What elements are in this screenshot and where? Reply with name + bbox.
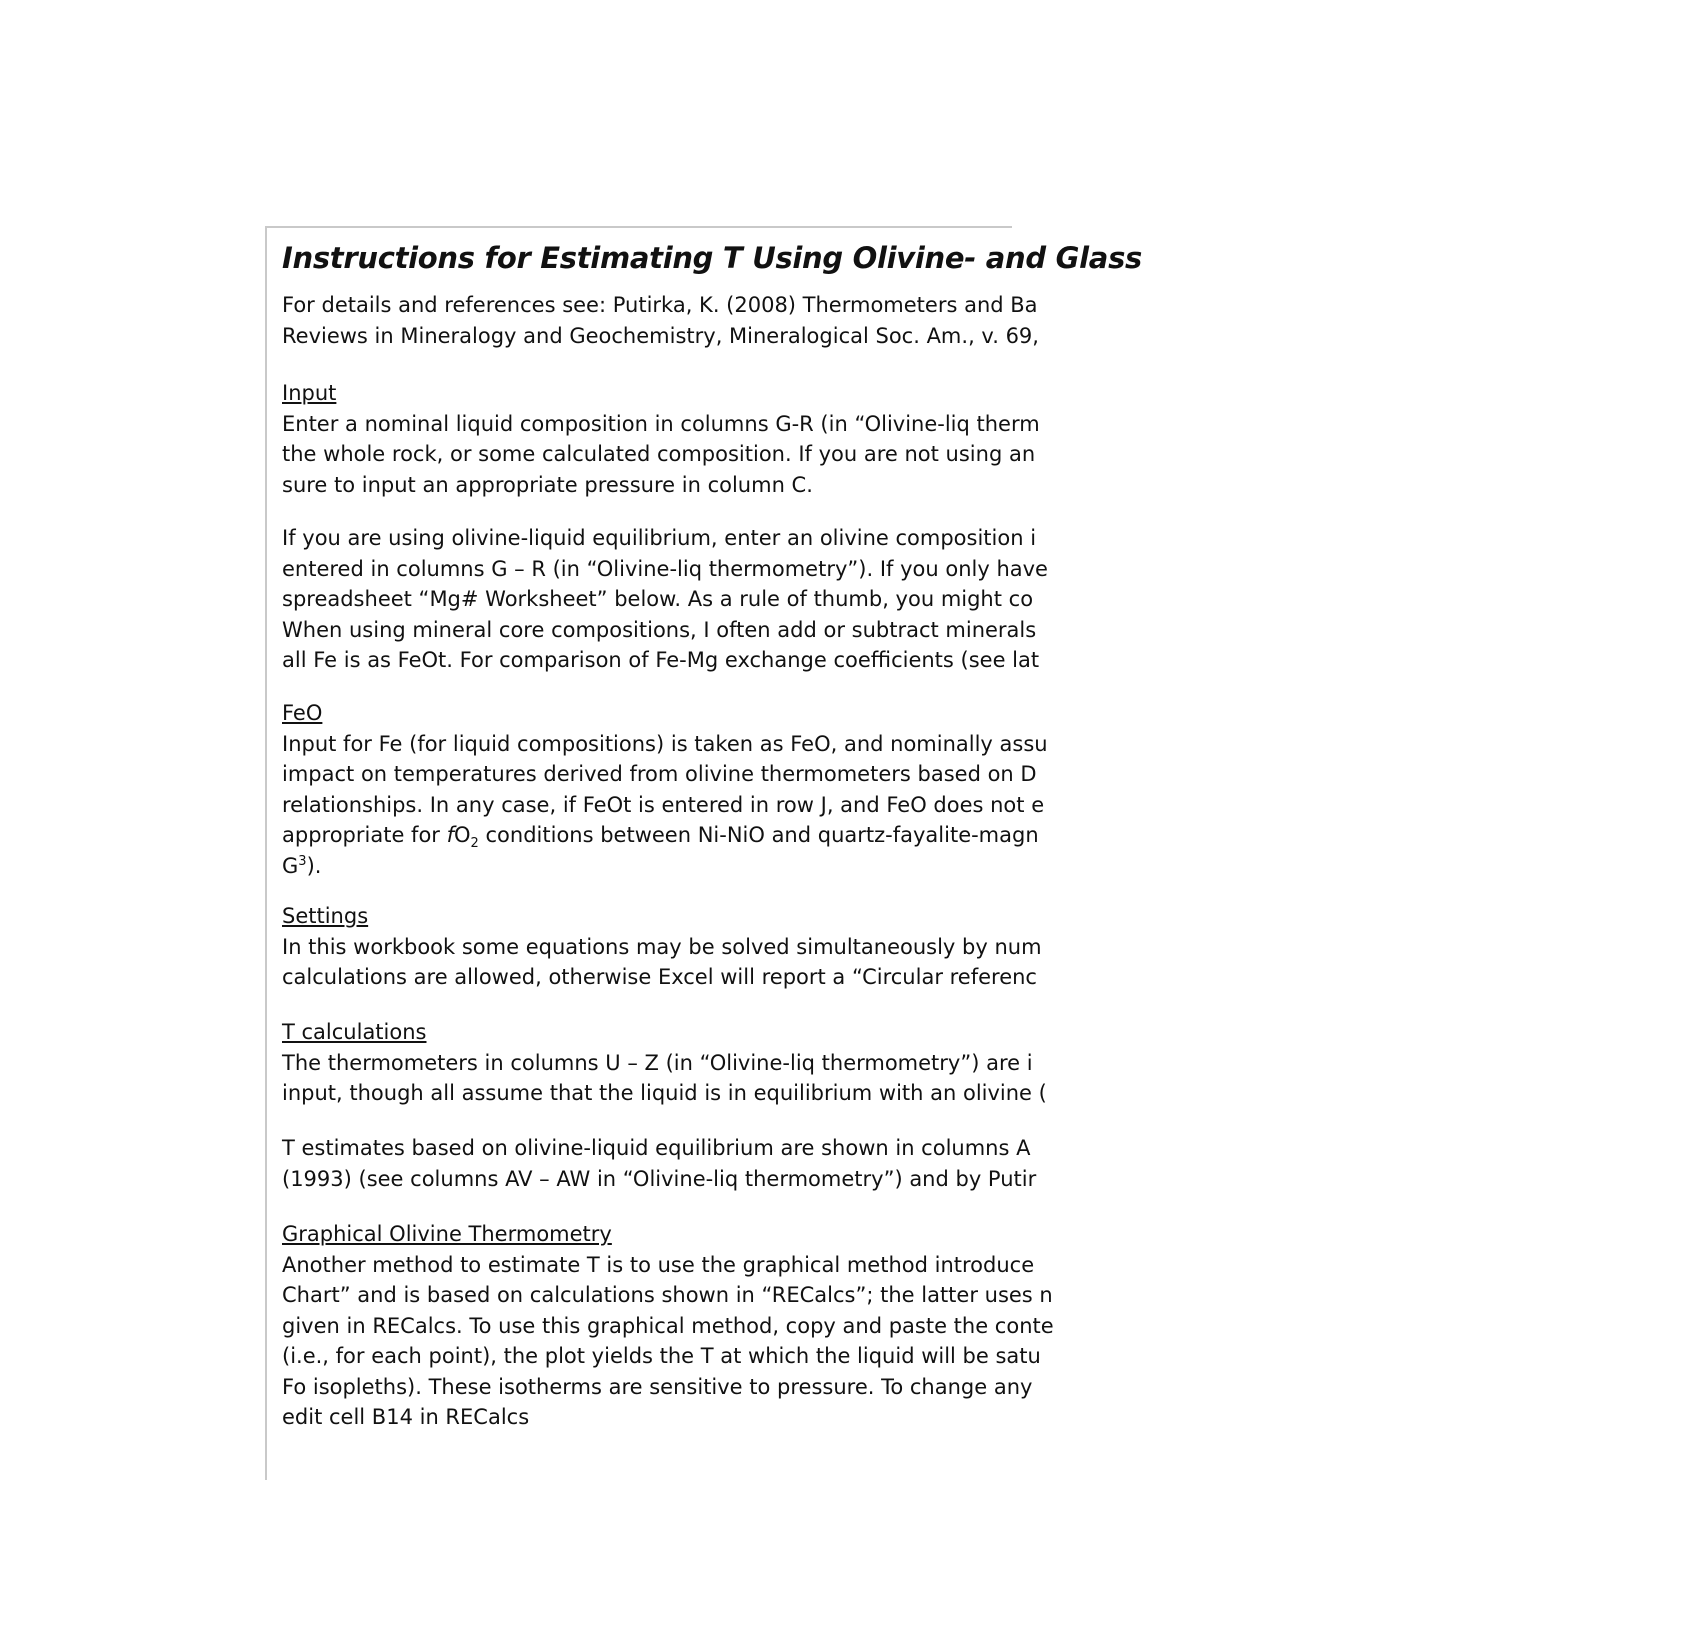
feo-section	[282, 698, 1048, 881]
t-calculations-section	[282, 1017, 1047, 1109]
text-line: entered in columns G – R (in “Olivine-liq thermometry”). If you only have	[282, 556, 1048, 581]
subscript-2: 2	[470, 836, 479, 852]
text-line: Chart” and is based on calculations shown in “RECalcs”; the latter uses n	[282, 1283, 1053, 1307]
graphical-section	[282, 1219, 1054, 1433]
text-line: Another method to estimate T is to use the graphical method introduce	[282, 1252, 1035, 1277]
text-line: sure to input an appropriate pressure in column C.	[282, 472, 813, 497]
text-fragment: conditions between Ni-NiO and quartz-fayalite-magn	[478, 823, 1039, 847]
intro-paragraph	[282, 290, 1039, 351]
section-heading-settings: Settings	[282, 904, 369, 928]
text-line: Input for Fe (for liquid compositions) is taken as FeO, and nominally assu	[282, 731, 1048, 756]
section-heading-t-calculations: T calculations	[282, 1020, 427, 1044]
section-heading-graphical: Graphical Olivine Thermometry	[282, 1222, 612, 1246]
text-line: Enter a nominal liquid composition in columns G-R (in “Olivine-liq therm	[282, 411, 1040, 436]
settings-section	[282, 901, 1042, 993]
text-line: the whole rock, or some calculated composition. If you are not using an	[282, 442, 1036, 466]
text-line: If you are using olivine-liquid equilibrium, enter an olivine composition i	[282, 526, 1037, 550]
text-line-g3	[282, 851, 1048, 882]
text-line: all Fe is as FeOt. For comparison of Fe-Mg exchange coefficients (see lat	[282, 648, 1040, 672]
text-line: given in RECalcs. To use this graphical method, copy and paste the conte	[282, 1313, 1054, 1338]
text-line: calculations are allowed, otherwise Excel will report a “Circular referenc	[282, 965, 1037, 989]
text-fragment: O	[454, 823, 471, 847]
text-line: In this workbook some equations may be solved simultaneously by num	[282, 934, 1042, 959]
input-paragraph-2	[282, 523, 1048, 676]
text-line: spreadsheet “Mg# Worksheet” below. As a rule of thumb, you might co	[282, 587, 1034, 611]
text-line: Fo isopleths). These isotherms are sensitive to pressure. To change any	[282, 1374, 1033, 1399]
text-line: When using mineral core compositions, I often add or subtract minerals	[282, 617, 1037, 642]
text-line: impact on temperatures derived from olivine thermometers based on D	[282, 762, 1037, 786]
input-section	[282, 378, 1040, 500]
text-fragment: appropriate for	[282, 823, 447, 847]
t-calculations-paragraph-2	[282, 1133, 1036, 1194]
text-fragment: G	[282, 853, 299, 878]
text-fragment-italic-f: f	[446, 823, 455, 847]
document-frame	[265, 226, 1142, 1480]
section-heading-feo: FeO	[282, 701, 323, 725]
superscript-3: 3	[298, 853, 307, 869]
text-line-fo2	[282, 820, 1048, 851]
text-line: For details and references see: Putirka, K. (2008) Thermometers and Ba	[282, 293, 1038, 317]
text-line: T estimates based on olivine-liquid equilibrium are shown in columns A	[282, 1136, 1031, 1160]
text-line: (1993) (see columns AV – AW in “Olivine-liq thermometry”) and by Putir	[282, 1166, 1037, 1191]
text-line: input, though all assume that the liquid is in equilibrium with an olivine (	[282, 1081, 1047, 1105]
text-line: (i.e., for each point), the plot yields the T at which the liquid will be satu	[282, 1344, 1041, 1368]
text-line: relationships. In any case, if FeOt is entered in row J, and FeO does not e	[282, 792, 1045, 817]
text-line: Reviews in Mineralogy and Geochemistry, Mineralogical Soc. Am., v. 69,	[282, 323, 1039, 348]
document-title: Instructions for Estimating T Using Olivine- and Glass	[282, 241, 1142, 275]
text-line: The thermometers in columns U – Z (in “Olivine-liq thermometry”) are i	[282, 1050, 1033, 1075]
section-heading-input: Input	[282, 381, 337, 405]
text-fragment: ).	[306, 853, 322, 878]
text-line: edit cell B14 in RECalcs	[282, 1405, 530, 1429]
